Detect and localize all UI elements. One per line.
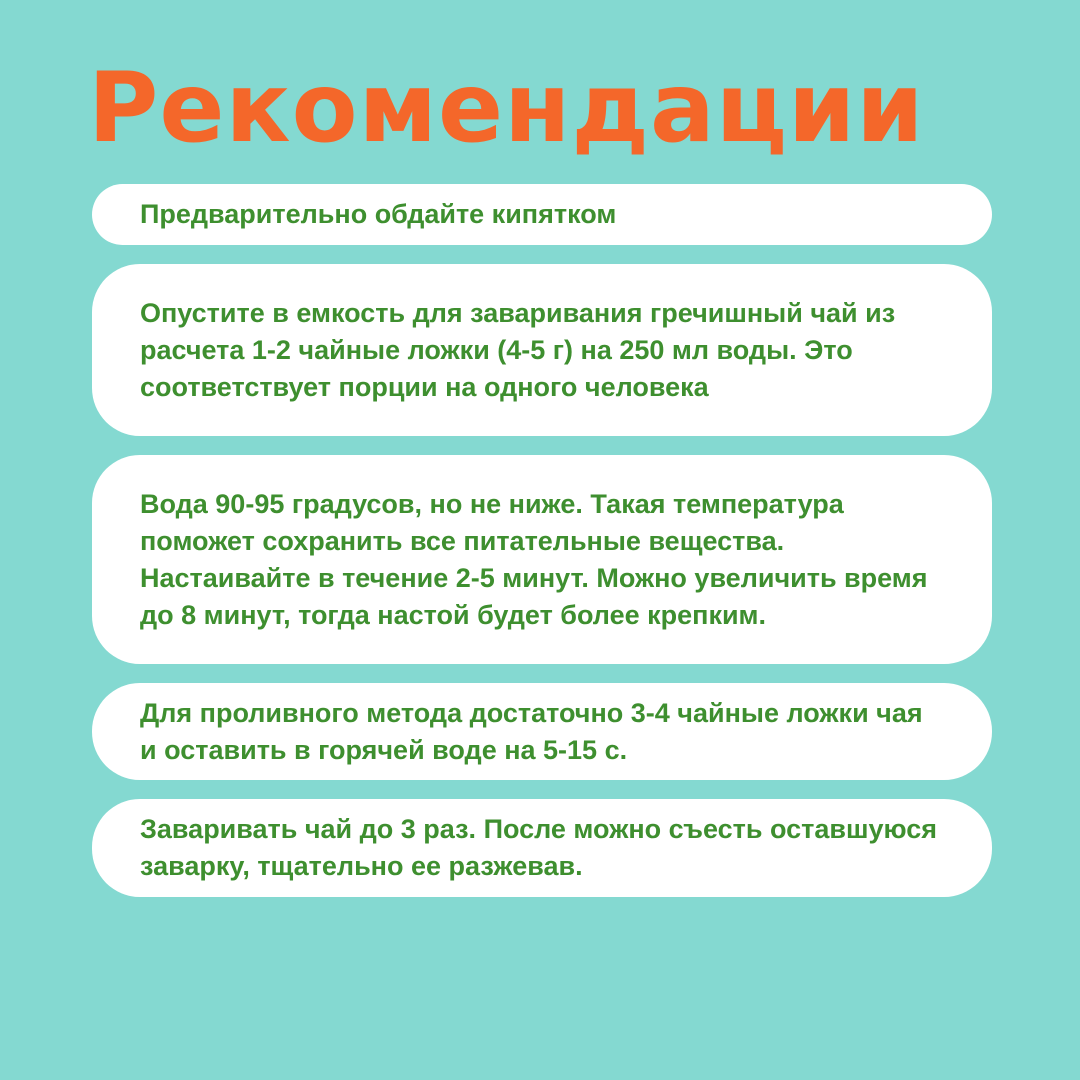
recommendation-text: Заваривать чай до 3 раз. После можно съесть оставшуюся заварку, тщательно ее разжевав.: [140, 814, 937, 881]
recommendation-card: [92, 184, 992, 245]
recommendation-text: Опустите в емкость для заваривания гречишный чай из расчета 1-2 чайные ложки (4-5 г) на 250 мл воды. Это соответствует порции на одного человека: [140, 297, 896, 402]
recommendation-text: Предварительно обдайте кипятком: [140, 199, 617, 229]
recommendation-card: [92, 264, 992, 436]
recommendation-card: [92, 799, 992, 897]
page-title: Рекомендации: [88, 52, 925, 164]
recommendation-card: [92, 683, 992, 780]
recommendation-text: Для проливного метода достаточно 3-4 чайные ложки чая и оставить в горячей воде на 5-15 с.: [140, 697, 923, 765]
recommendation-card: [92, 455, 992, 664]
recommendation-text: Вода 90-95 градусов, но не ниже. Такая температура поможет сохранить все питательные вещества. Настаивайте в течение 2-5 минут. Можно увеличить время до 8 минут, тогда настой будет более крепким.: [140, 488, 928, 630]
